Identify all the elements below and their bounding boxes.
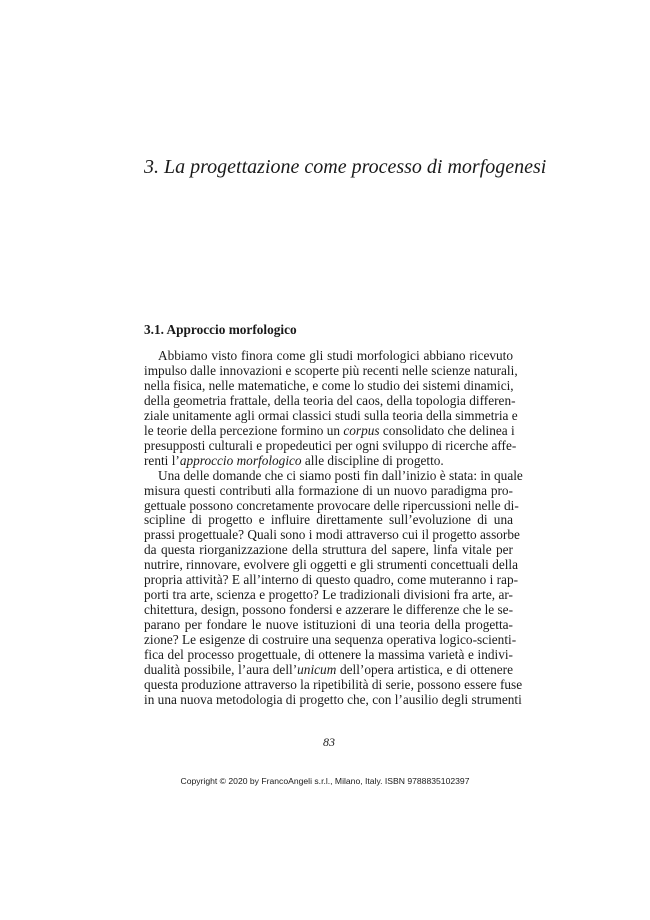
text-segment: Una delle domande che ci siamo posti fin dall’inizio è stata: in quale bbox=[158, 467, 523, 483]
text-line bbox=[144, 632, 517, 648]
text-line bbox=[144, 513, 513, 528]
text-line bbox=[144, 454, 513, 469]
text-segment: consolidato che delinea i bbox=[379, 422, 515, 438]
copyright-notice: Copyright © 2020 by FrancoAngeli s.r.l., Milano, Italy. ISBN 9788835102397 bbox=[180, 776, 470, 786]
text-segment: della geometria frattale, della teoria del caos, della topologia differen- bbox=[144, 392, 516, 408]
text-line bbox=[144, 484, 513, 499]
text-segment: chitettura, design, possono fondersi e azzerare le differenze che le se- bbox=[144, 602, 513, 618]
text-segment: misura questi contributi alla formazione di un nuovo paradigma pro- bbox=[144, 482, 513, 498]
text-segment: nutrire, rinnovare, evolvere gli oggetti e gli strumenti concettuali della bbox=[144, 557, 519, 573]
text-line bbox=[144, 676, 523, 693]
text-segment: zione? Le esigenze di costruire una sequenza operativa logico-scienti- bbox=[144, 632, 517, 648]
text-segment: gettuale possono concretamente provocare delle ripercussioni nelle di- bbox=[144, 497, 519, 513]
chapter-title: 3. La progettazione come processo di morfogenesi bbox=[144, 156, 547, 178]
section-heading: 3.1. Approccio morfologico bbox=[144, 322, 297, 337]
text-line bbox=[144, 437, 517, 454]
text-segment: prassi progettuale? Quali sono i modi attraverso cui il progetto assorbe bbox=[144, 527, 520, 543]
text-line bbox=[144, 543, 513, 558]
text-line bbox=[144, 362, 518, 379]
text-segment: porti tra arte, scienza e progetto? Le tradizionali divisioni fra arte, ar- bbox=[144, 587, 513, 603]
text-line bbox=[144, 691, 522, 708]
text-line bbox=[144, 618, 513, 633]
text-segment: questa produzione attraverso la ripetibilità di serie, possono essere fuse bbox=[144, 676, 523, 692]
text-segment: scipline di progetto e influire direttamente sull’evoluzione di una bbox=[144, 512, 513, 528]
text-segment: da questa riorganizzazione della struttura del sapere, linfa vitale per bbox=[144, 542, 513, 558]
text-segment: parano per fondare le nuove istituzioni di una teoria della progetta- bbox=[144, 617, 513, 633]
text-line bbox=[144, 467, 523, 484]
text-line bbox=[144, 663, 513, 678]
text-segment: fica del processo progettuale, di ottenere la massima varietà e indivi- bbox=[144, 647, 513, 663]
text-line bbox=[144, 648, 513, 663]
text-line bbox=[144, 424, 513, 439]
text-segment: propria attività? E all’interno di questo quadro, come muteranno i rap- bbox=[144, 572, 519, 588]
text-segment: impulso dalle innovazioni e scoperte più recenti nelle scienze naturali, bbox=[144, 362, 518, 378]
text-segment: dualità possibile, l’aura dell’ bbox=[144, 662, 298, 678]
text-line bbox=[144, 527, 520, 543]
text-line bbox=[144, 349, 513, 364]
text-segment: Abbiamo visto finora come gli studi morfologici abbiano ricevuto bbox=[158, 348, 513, 363]
text-line bbox=[144, 497, 519, 514]
text-line bbox=[144, 379, 513, 394]
italic-term: approccio morfologico bbox=[179, 452, 302, 468]
text-segment: alle discipline di progetto. bbox=[301, 452, 444, 468]
italic-term: corpus bbox=[343, 422, 380, 438]
text-segment: le teorie della percezione formino un bbox=[144, 422, 344, 438]
text-segment: in una nuova metodologia di progetto che, con l’ausilio degli strumenti bbox=[144, 691, 522, 707]
body-text bbox=[144, 348, 523, 708]
text-line bbox=[144, 557, 519, 573]
text-line bbox=[144, 588, 513, 603]
text-segment: dell’opera artistica, e di ottenere bbox=[336, 662, 513, 678]
text-segment: presupposti culturali e propedeutici per ogni sviluppo di ricerche affe- bbox=[144, 437, 517, 453]
text-line bbox=[144, 572, 519, 588]
page-number: 83 bbox=[323, 735, 335, 749]
text-line bbox=[144, 407, 518, 424]
text-segment: ziale unitamente agli ormai classici studi sulla teoria della simmetria e bbox=[144, 407, 518, 423]
text-segment: nella fisica, nelle matematiche, e come lo studio dei sistemi dinamici, bbox=[144, 377, 514, 393]
text-line bbox=[144, 603, 513, 618]
text-line bbox=[144, 392, 516, 409]
text-segment: renti l’ bbox=[144, 452, 180, 468]
italic-term: unicum bbox=[297, 662, 337, 678]
